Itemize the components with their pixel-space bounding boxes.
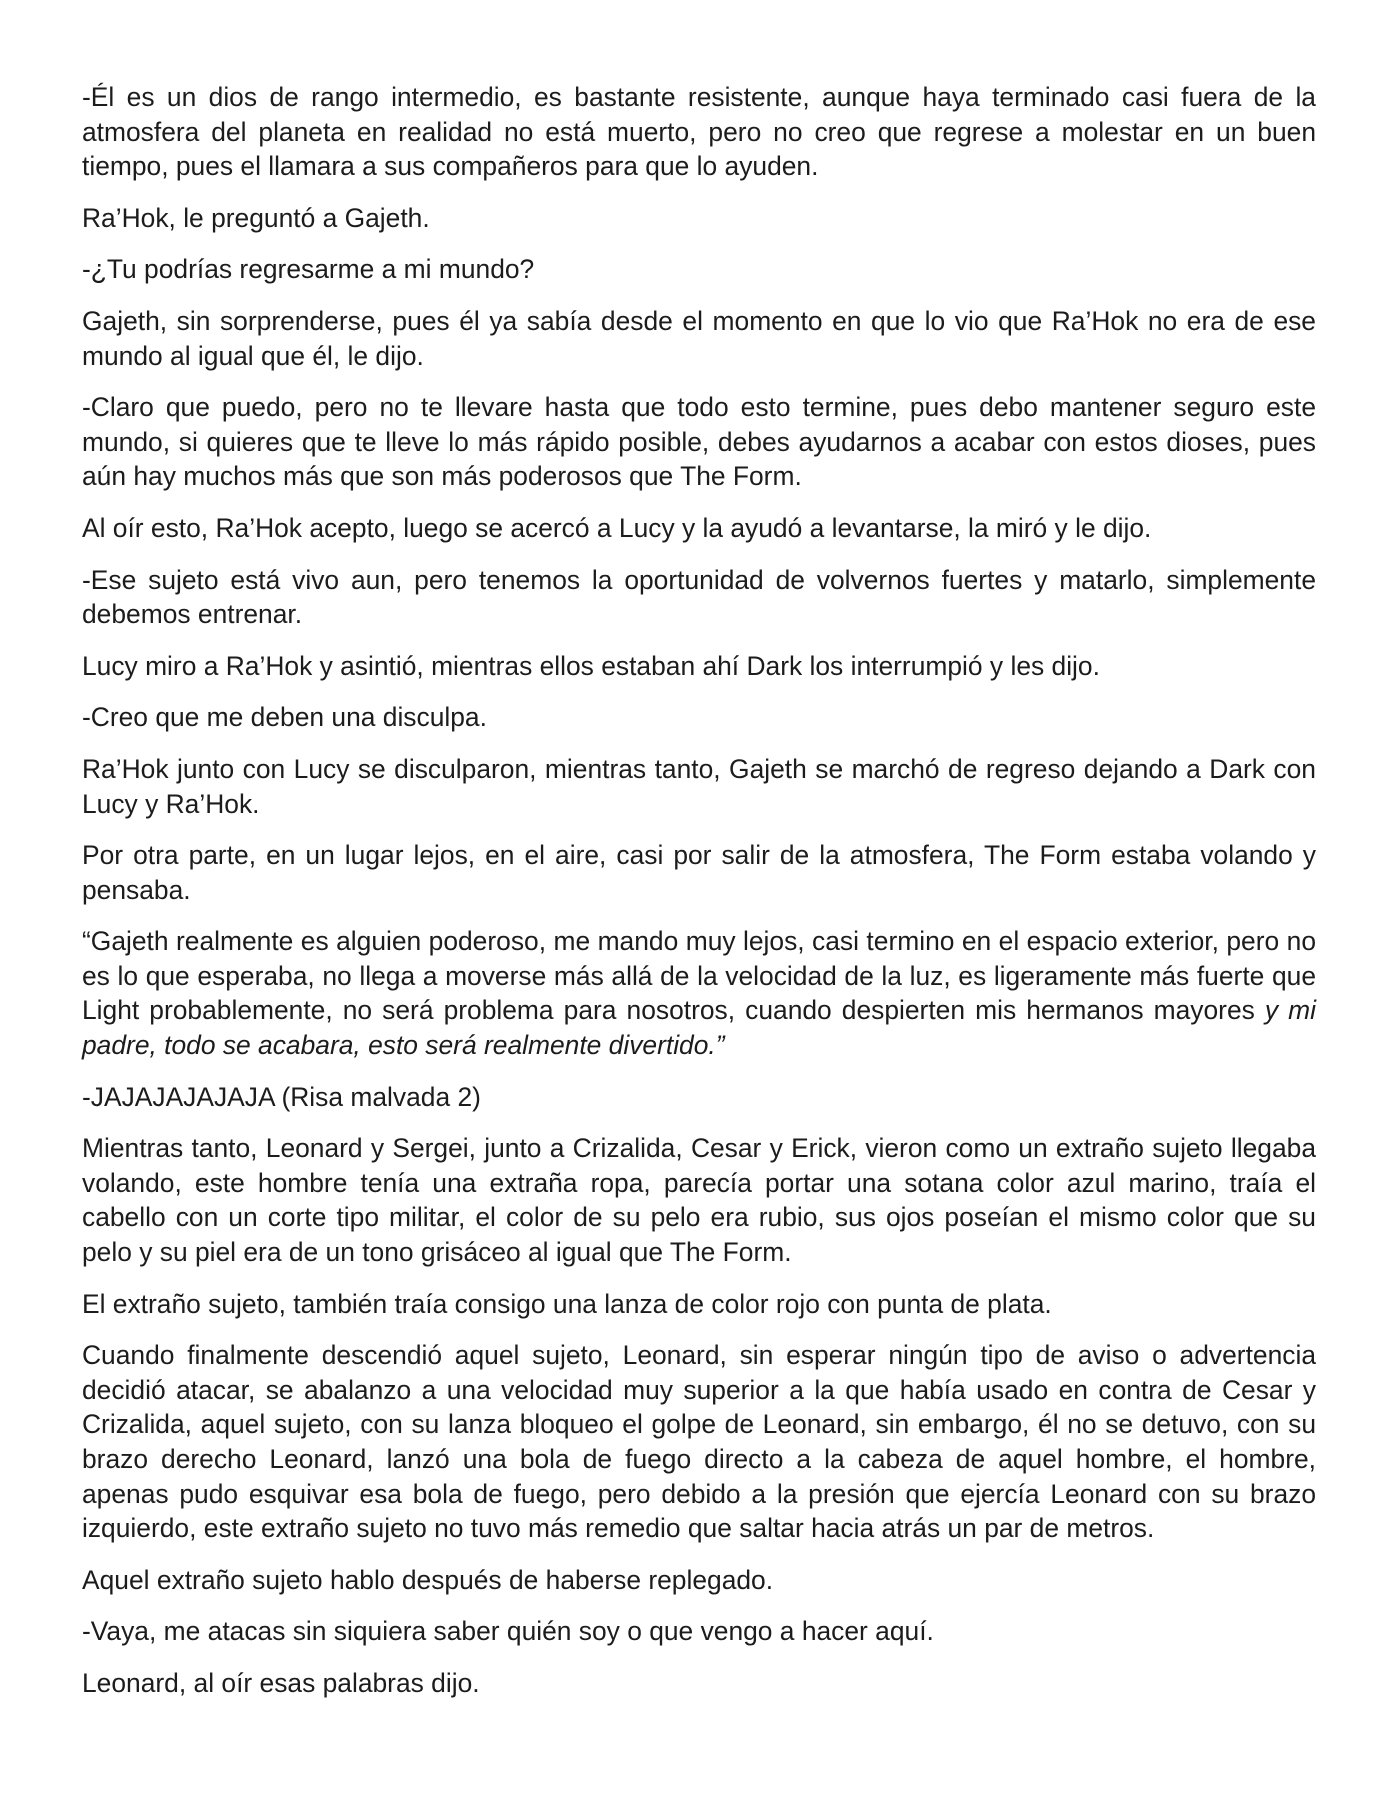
paragraph-4: Gajeth, sin sorprenderse, pues él ya sabía desde el momento en que lo vio que Ra’Hok no era de ese mundo al igual que él, le dijo.	[82, 305, 1316, 371]
paragraph-3: -¿Tu podrías regresarme a mi mundo?	[82, 254, 535, 285]
paragraph-7: -Ese sujeto está vivo aun, pero tenemos la oportunidad de volvernos fuertes y matarlo, simplemente debemos entrenar.	[82, 564, 1316, 630]
paragraph-9: -Creo que me deben una disculpa.	[82, 702, 487, 733]
paragraph-19: Leonard, al oír esas palabras dijo.	[82, 1667, 480, 1698]
paragraph-11: Por otra parte, en un lugar lejos, en el aire, casi por salir de la atmosfera, The Form estaba volando y pensaba.	[82, 840, 1316, 905]
document-page	[82, 80, 1316, 1718]
thought-text: “Gajeth realmente es alguien poderoso, me mando muy lejos, casi termino en el espacio exterior, pero no es lo que esperaba, no llega a moverse más allá de la velocidad de la luz, es ligeramente más fuerte que Light probablemente, no será problema para nosotros, cuando despierten mis hermanos mayores	[82, 926, 1316, 1026]
paragraph-1: -Él es un dios de rango intermedio, es bastante resistente, aunque haya terminado casi fuera de la atmosfera del planeta en realidad no está muerto, pero no creo que regrese a molestar en un buen tiempo, pues el llamara a sus compañeros para que lo ayuden.	[82, 82, 1316, 182]
paragraph-12-thought	[82, 924, 1316, 1062]
paragraph-8: Lucy miro a Ra’Hok y asintió, mientras ellos estaban ahí Dark los interrumpió y les dijo.	[82, 650, 1100, 681]
thought-text-italic: y mi padre, todo se acabara, esto será realmente divertido.”	[82, 995, 1316, 1061]
paragraph-17: Aquel extraño sujeto hablo después de haberse replegado.	[82, 1564, 774, 1595]
paragraph-14: Mientras tanto, Leonard y Sergei, junto a Crizalida, Cesar y Erick, vieron como un extraño sujeto llegaba volando, este hombre tenía una extraña ropa, parecía portar una sotana color azul marino, traía el cabello con un corte tipo militar, el color de su pelo era rubio, sus ojos poseían el mismo color que su pelo y su piel era de un tono grisáceo al igual que The Form.	[82, 1133, 1316, 1268]
paragraph-6: Al oír esto, Ra’Hok acepto, luego se acercó a Lucy y la ayudó a levantarse, la miró y le dijo.	[82, 512, 1152, 543]
paragraph-5: -Claro que puedo, pero no te llevare hasta que todo esto termine, pues debo mantener seguro este mundo, si quieres que te lleve lo más rápido posible, debes ayudarnos a acabar con estos dioses, pues aún hay muchos más que son más poderosos que The Form.	[82, 392, 1316, 492]
paragraph-2: Ra’Hok, le preguntó a Gajeth.	[82, 202, 430, 233]
paragraph-16: Cuando finalmente descendió aquel sujeto, Leonard, sin esperar ningún tipo de aviso o advertencia decidió atacar, se abalanzo a una velocidad muy superior a la que había usado en contra de Cesar y Crizalida, aquel sujeto, con su lanza bloqueo el golpe de Leonard, sin embargo, él no se detuvo, con su brazo derecho Leonard, lanzó una bola de fuego directo a la cabeza de aquel hombre, el hombre, apenas pudo esquivar esa bola de fuego, pero debido a la presión que ejercía Leonard con su brazo izquierdo, este extraño sujeto no tuvo más remedio que saltar hacia atrás un par de metros.	[82, 1340, 1316, 1544]
paragraph-15: El extraño sujeto, también traía consigo una lanza de color rojo con punta de plata.	[82, 1288, 1052, 1319]
paragraph-10: Ra’Hok junto con Lucy se disculparon, mientras tanto, Gajeth se marchó de regreso dejando a Dark con Lucy y Ra’Hok.	[82, 753, 1316, 819]
paragraph-18: -Vaya, me atacas sin siquiera saber quién soy o que vengo a hacer aquí.	[82, 1616, 934, 1647]
paragraph-13: -JAJAJAJAJAJA (Risa malvada 2)	[82, 1081, 481, 1112]
